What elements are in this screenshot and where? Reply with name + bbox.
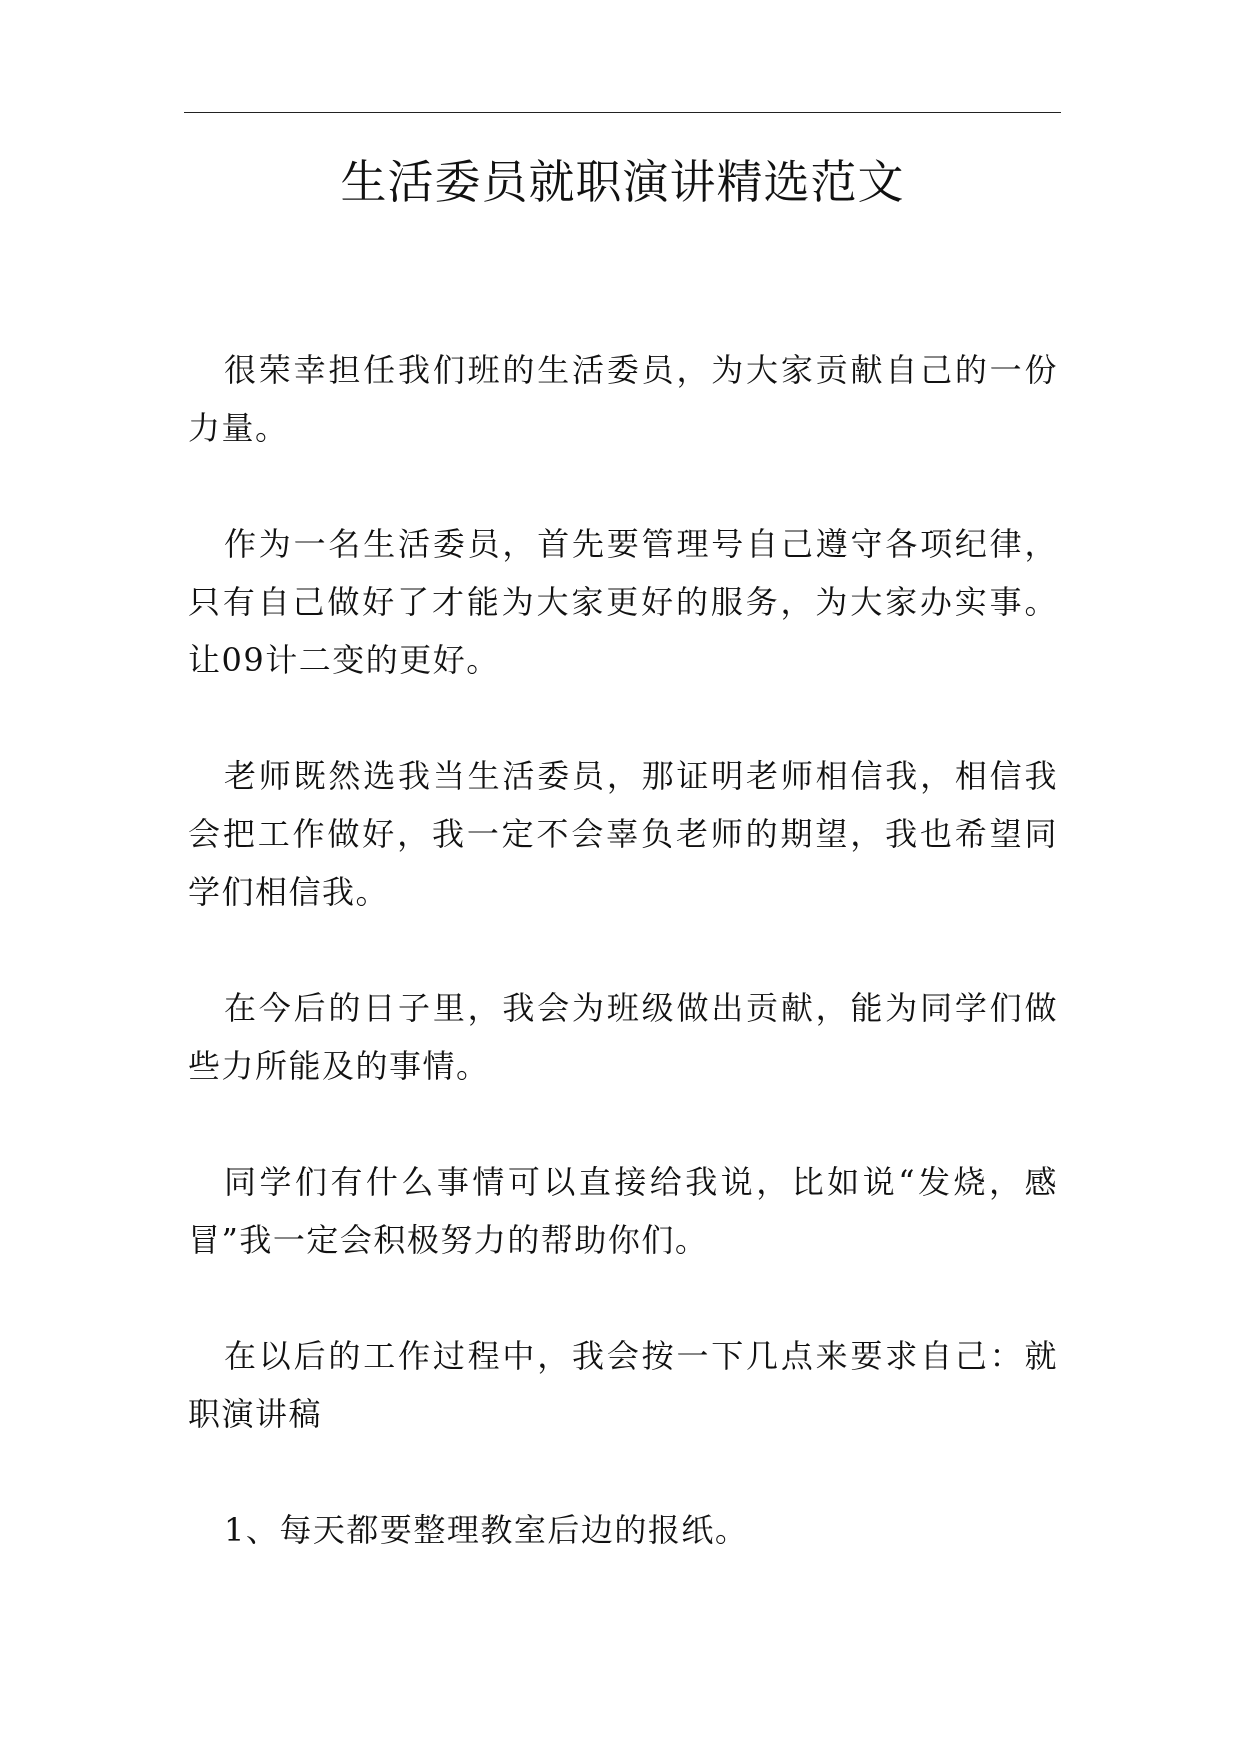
paragraph: 在今后的日子里，我会为班级做出贡献，能为同学们做些力所能及的事情。 [188,989,1058,1085]
paragraph: 在以后的工作过程中，我会按一下几点来要求自己：就职演讲稿 [188,1337,1058,1433]
paragraph: 很荣幸担任我们班的生活委员，为大家贡献自己的一份力量。 [188,351,1058,447]
header-rule [184,112,1061,113]
paragraph: 作为一名生活委员，首先要管理号自己遵守各项纪律，只有自己做好了才能为大家更好的服务，为大家办实事。让09计二变的更好。 [188,525,1058,679]
paragraph: 老师既然选我当生活委员，那证明老师相信我，相信我会把工作做好，我一定不会辜负老师的期望，我也希望同学们相信我。 [188,757,1058,911]
paragraph: 同学们有什么事情可以直接给我说，比如说“发烧，感冒”我一定会积极努力的帮助你们。 [188,1163,1058,1259]
list-item: 1、每天都要整理教室后边的报纸。 [224,1511,749,1549]
document-body [188,341,1058,1617]
document-title: 生活委员就职演讲精选范文 [340,155,905,209]
